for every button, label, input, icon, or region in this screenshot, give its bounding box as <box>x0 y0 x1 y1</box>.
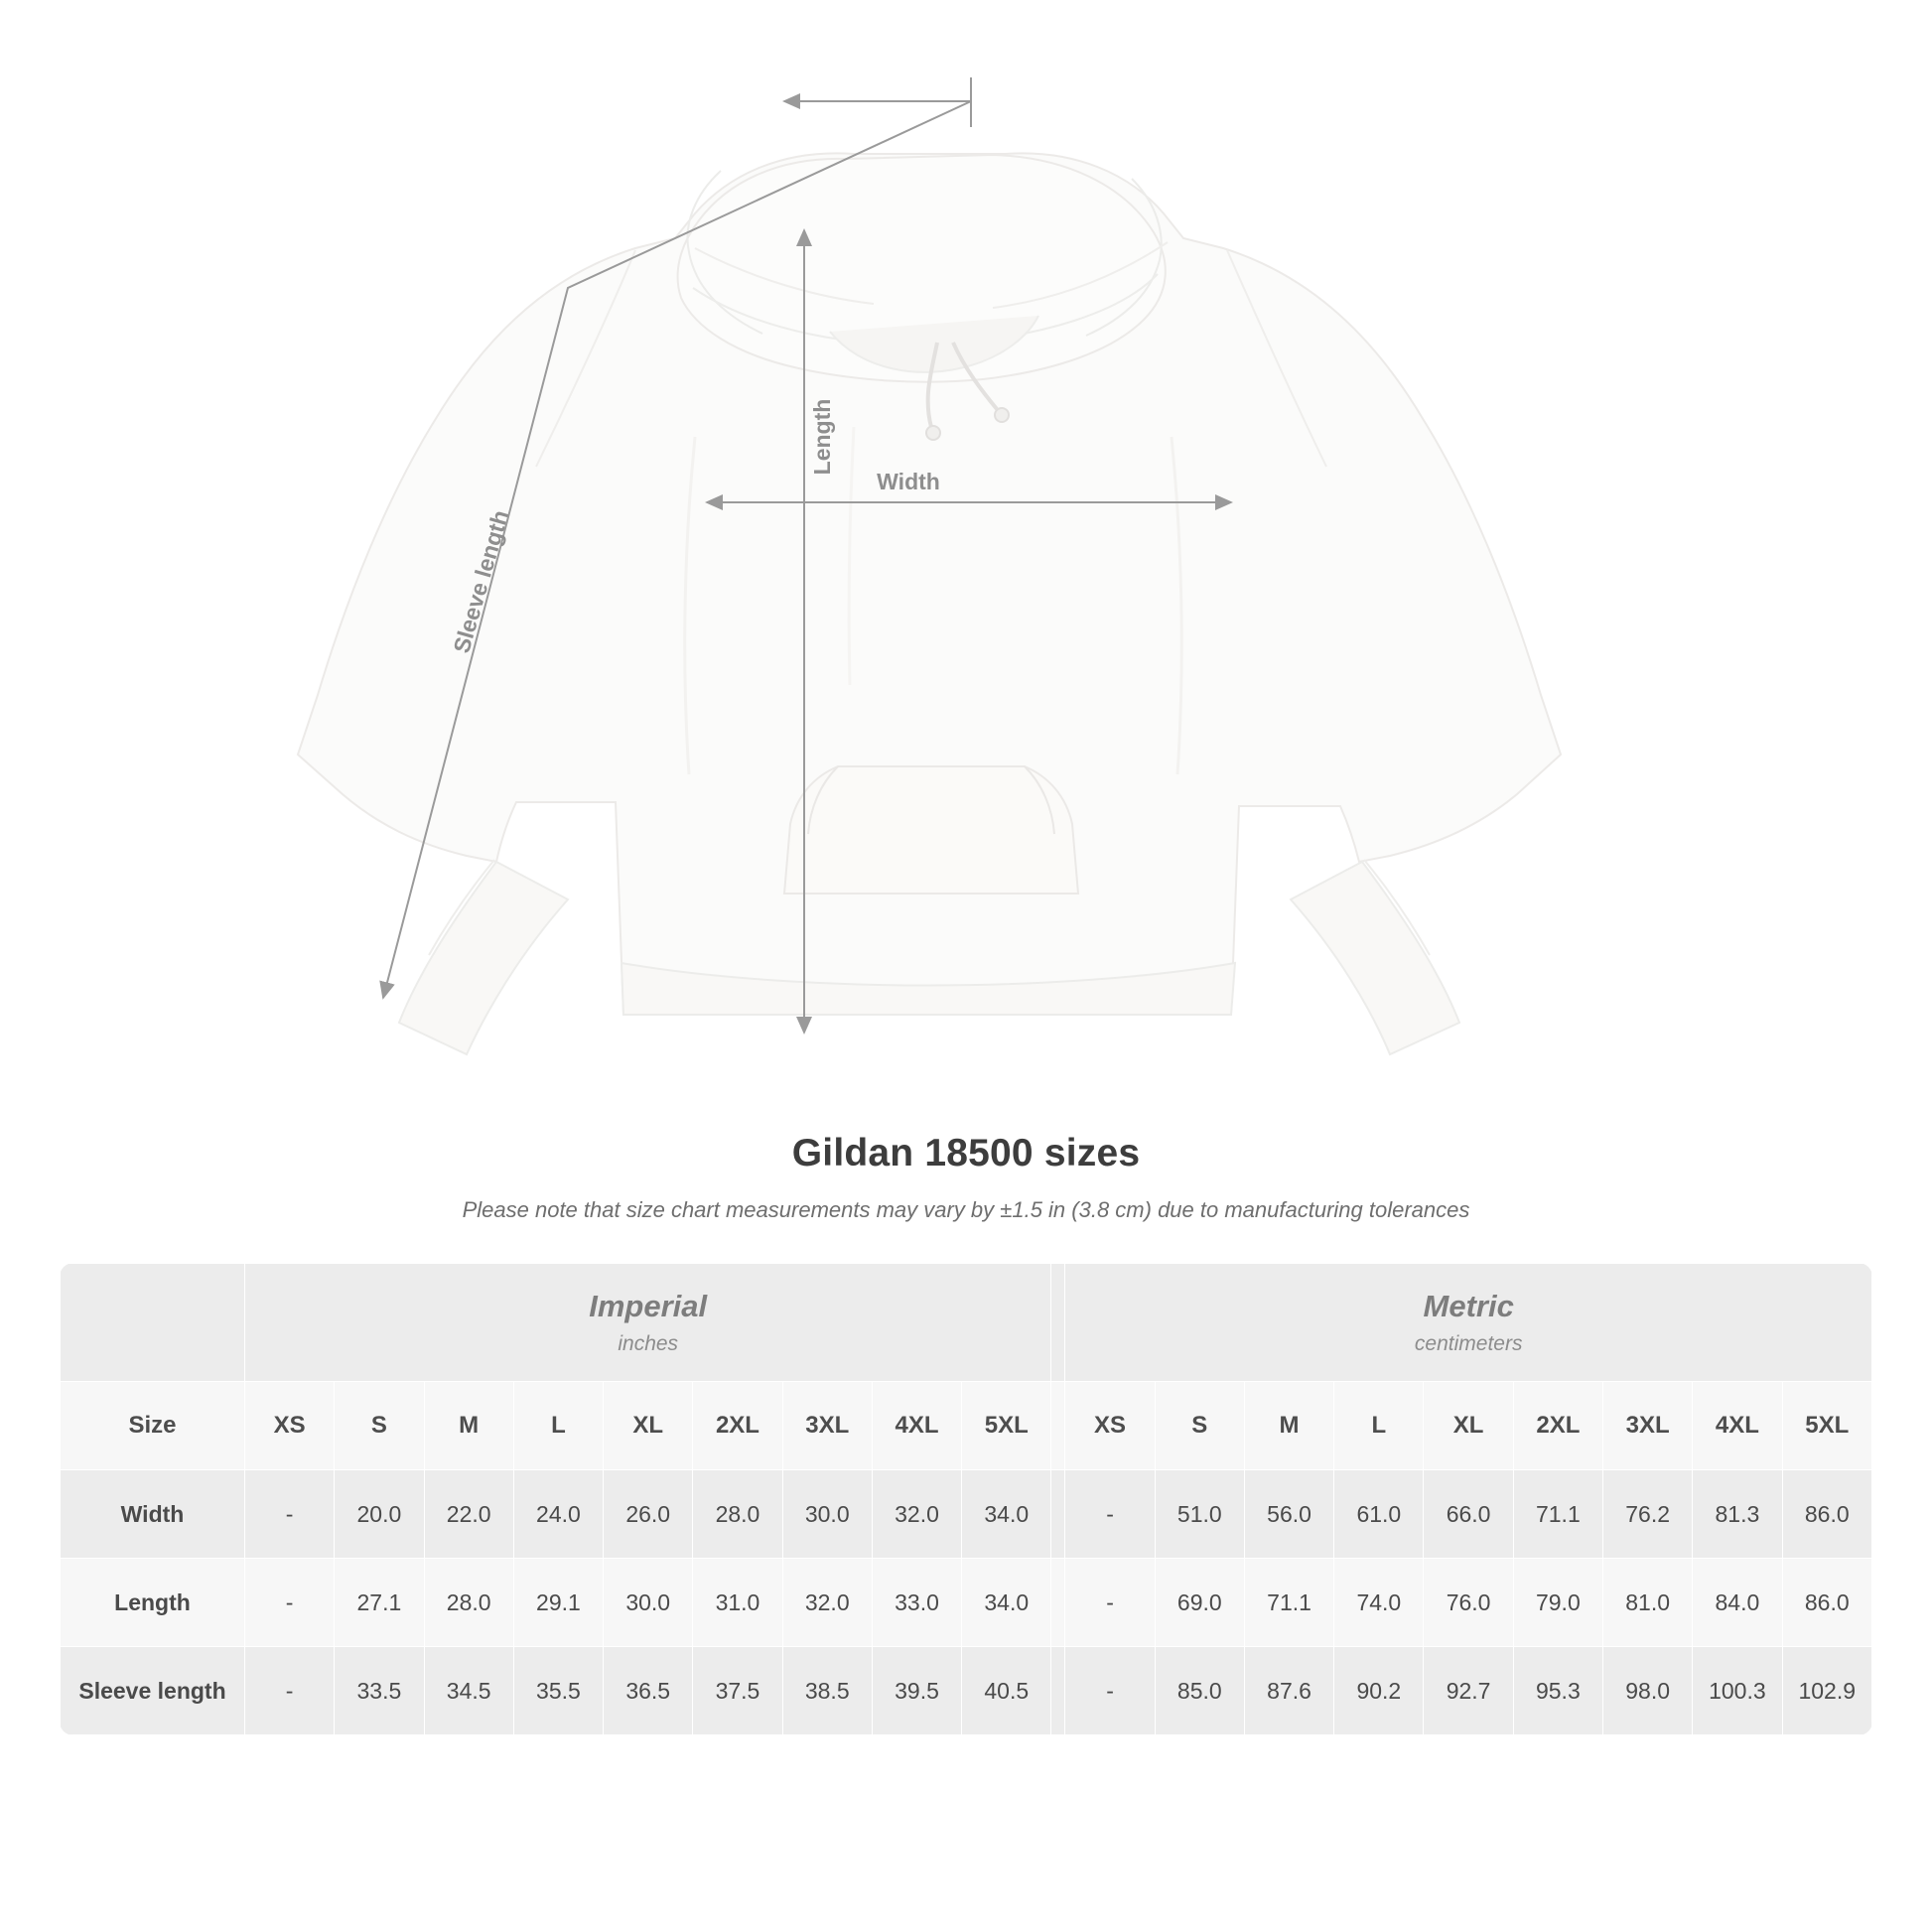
col-header-metric-3xl: 3XL <box>1602 1382 1692 1470</box>
table-row <box>61 1647 1872 1735</box>
cell-width-imperial-xl: 26.0 <box>604 1470 693 1559</box>
cell-width-imperial-m: 22.0 <box>424 1470 513 1559</box>
cell-sleeve-metric-l: 90.2 <box>1334 1647 1424 1735</box>
metric-subtitle: centimeters <box>1414 1332 1523 1355</box>
cell-length-metric-4xl: 84.0 <box>1693 1559 1782 1647</box>
size-table <box>60 1263 1872 1735</box>
cell-length-imperial-4xl: 33.0 <box>872 1559 961 1647</box>
cell-length-metric-5xl: 86.0 <box>1782 1559 1871 1647</box>
imperial-subtitle: inches <box>618 1332 679 1355</box>
col-header-metric-m: M <box>1244 1382 1333 1470</box>
size-header-row <box>61 1382 1872 1470</box>
cell-length-imperial-2xl: 31.0 <box>693 1559 782 1647</box>
cell-length-imperial-xl: 30.0 <box>604 1559 693 1647</box>
cell-sleeve-imperial-xl: 36.5 <box>604 1647 693 1735</box>
col-header-metric-s: S <box>1155 1382 1244 1470</box>
cell-sleeve-metric-4xl: 100.3 <box>1693 1647 1782 1735</box>
cell-sleeve-imperial-5xl: 40.5 <box>962 1647 1051 1735</box>
cell-length-metric-s: 69.0 <box>1155 1559 1244 1647</box>
col-header-metric-2xl: 2XL <box>1513 1382 1602 1470</box>
row-gap-cell-length <box>1051 1559 1065 1647</box>
cell-length-imperial-l: 29.1 <box>513 1559 603 1647</box>
row-label-width: Width <box>61 1470 245 1559</box>
cell-sleeve-imperial-4xl: 39.5 <box>872 1647 961 1735</box>
cell-sleeve-metric-5xl: 102.9 <box>1782 1647 1871 1735</box>
col-header-imperial-2xl: 2XL <box>693 1382 782 1470</box>
width-label: Width <box>877 469 940 494</box>
col-header-imperial-5xl: 5XL <box>962 1382 1051 1470</box>
cell-width-metric-xl: 66.0 <box>1424 1470 1513 1559</box>
col-header-imperial-l: L <box>513 1382 603 1470</box>
cell-length-metric-l: 74.0 <box>1334 1559 1424 1647</box>
cell-sleeve-metric-m: 87.6 <box>1244 1647 1333 1735</box>
tolerance-note: Please note that size chart measurements may vary by ±1.5 in (3.8 cm) due to manufacturing tolerances <box>462 1197 1470 1222</box>
metric-title: Metric <box>1423 1289 1514 1323</box>
table-row <box>61 1559 1872 1647</box>
col-header-metric-l: L <box>1334 1382 1424 1470</box>
row-label-length: Length <box>61 1559 245 1647</box>
col-header-metric-xl: XL <box>1424 1382 1513 1470</box>
size-table-wrapper <box>60 1263 1872 1735</box>
sleeve-length-label: Sleeve length <box>448 506 514 656</box>
imperial-header <box>245 1264 1051 1382</box>
cell-length-metric-2xl: 79.0 <box>1513 1559 1602 1647</box>
units-header-row <box>61 1264 1872 1382</box>
cell-width-metric-l: 61.0 <box>1334 1470 1424 1559</box>
length-label: Length <box>809 398 835 476</box>
metric-header <box>1065 1264 1872 1382</box>
cell-sleeve-imperial-xs: - <box>245 1647 335 1735</box>
cell-length-imperial-3xl: 32.0 <box>782 1559 872 1647</box>
title-block <box>0 1132 1932 1223</box>
col-header-metric-4xl: 4XL <box>1693 1382 1782 1470</box>
imperial-title: Imperial <box>589 1289 708 1323</box>
cell-sleeve-metric-3xl: 98.0 <box>1602 1647 1692 1735</box>
col-header-metric-5xl: 5XL <box>1782 1382 1871 1470</box>
col-header-imperial-xl: XL <box>604 1382 693 1470</box>
cell-width-metric-4xl: 81.3 <box>1693 1470 1782 1559</box>
cell-sleeve-metric-2xl: 95.3 <box>1513 1647 1602 1735</box>
cell-sleeve-metric-xs: - <box>1065 1647 1155 1735</box>
cell-width-imperial-4xl: 32.0 <box>872 1470 961 1559</box>
cell-width-metric-xs: - <box>1065 1470 1155 1559</box>
col-header-metric-xs: XS <box>1065 1382 1155 1470</box>
row-label-sleeve-length: Sleeve length <box>61 1647 245 1735</box>
col-header-imperial-3xl: 3XL <box>782 1382 872 1470</box>
cell-width-imperial-3xl: 30.0 <box>782 1470 872 1559</box>
cell-sleeve-imperial-2xl: 37.5 <box>693 1647 782 1735</box>
size-label-cell: Size <box>61 1382 245 1470</box>
cell-length-imperial-s: 27.1 <box>335 1559 424 1647</box>
cell-width-metric-5xl: 86.0 <box>1782 1470 1871 1559</box>
cell-width-metric-m: 56.0 <box>1244 1470 1333 1559</box>
cell-length-metric-xs: - <box>1065 1559 1155 1647</box>
cell-width-metric-s: 51.0 <box>1155 1470 1244 1559</box>
table-row <box>61 1470 1872 1559</box>
col-header-imperial-s: S <box>335 1382 424 1470</box>
cell-width-imperial-xs: - <box>245 1470 335 1559</box>
cell-width-metric-3xl: 76.2 <box>1602 1470 1692 1559</box>
cell-width-imperial-2xl: 28.0 <box>693 1470 782 1559</box>
units-gap-cell <box>1051 1264 1065 1382</box>
col-header-imperial-m: M <box>424 1382 513 1470</box>
cell-width-imperial-s: 20.0 <box>335 1470 424 1559</box>
cell-width-imperial-l: 24.0 <box>513 1470 603 1559</box>
page-title: Gildan 18500 sizes <box>791 1132 1141 1174</box>
cell-width-metric-2xl: 71.1 <box>1513 1470 1602 1559</box>
cell-length-metric-xl: 76.0 <box>1424 1559 1513 1647</box>
units-corner-cell <box>61 1264 245 1382</box>
cell-length-metric-m: 71.1 <box>1244 1559 1333 1647</box>
cell-sleeve-metric-s: 85.0 <box>1155 1647 1244 1735</box>
col-header-imperial-4xl: 4XL <box>872 1382 961 1470</box>
cell-sleeve-imperial-3xl: 38.5 <box>782 1647 872 1735</box>
header-gap-cell <box>1051 1382 1065 1470</box>
cell-length-imperial-xs: - <box>245 1559 335 1647</box>
row-gap-cell-width <box>1051 1470 1065 1559</box>
cell-sleeve-imperial-s: 33.5 <box>335 1647 424 1735</box>
cell-sleeve-imperial-m: 34.5 <box>424 1647 513 1735</box>
cell-width-imperial-5xl: 34.0 <box>962 1470 1051 1559</box>
cell-length-imperial-5xl: 34.0 <box>962 1559 1051 1647</box>
cell-sleeve-imperial-l: 35.5 <box>513 1647 603 1735</box>
cell-length-metric-3xl: 81.0 <box>1602 1559 1692 1647</box>
row-gap-cell-sleeve <box>1051 1647 1065 1735</box>
cell-sleeve-metric-xl: 92.7 <box>1424 1647 1513 1735</box>
col-header-imperial-xs: XS <box>245 1382 335 1470</box>
cell-length-imperial-m: 28.0 <box>424 1559 513 1647</box>
